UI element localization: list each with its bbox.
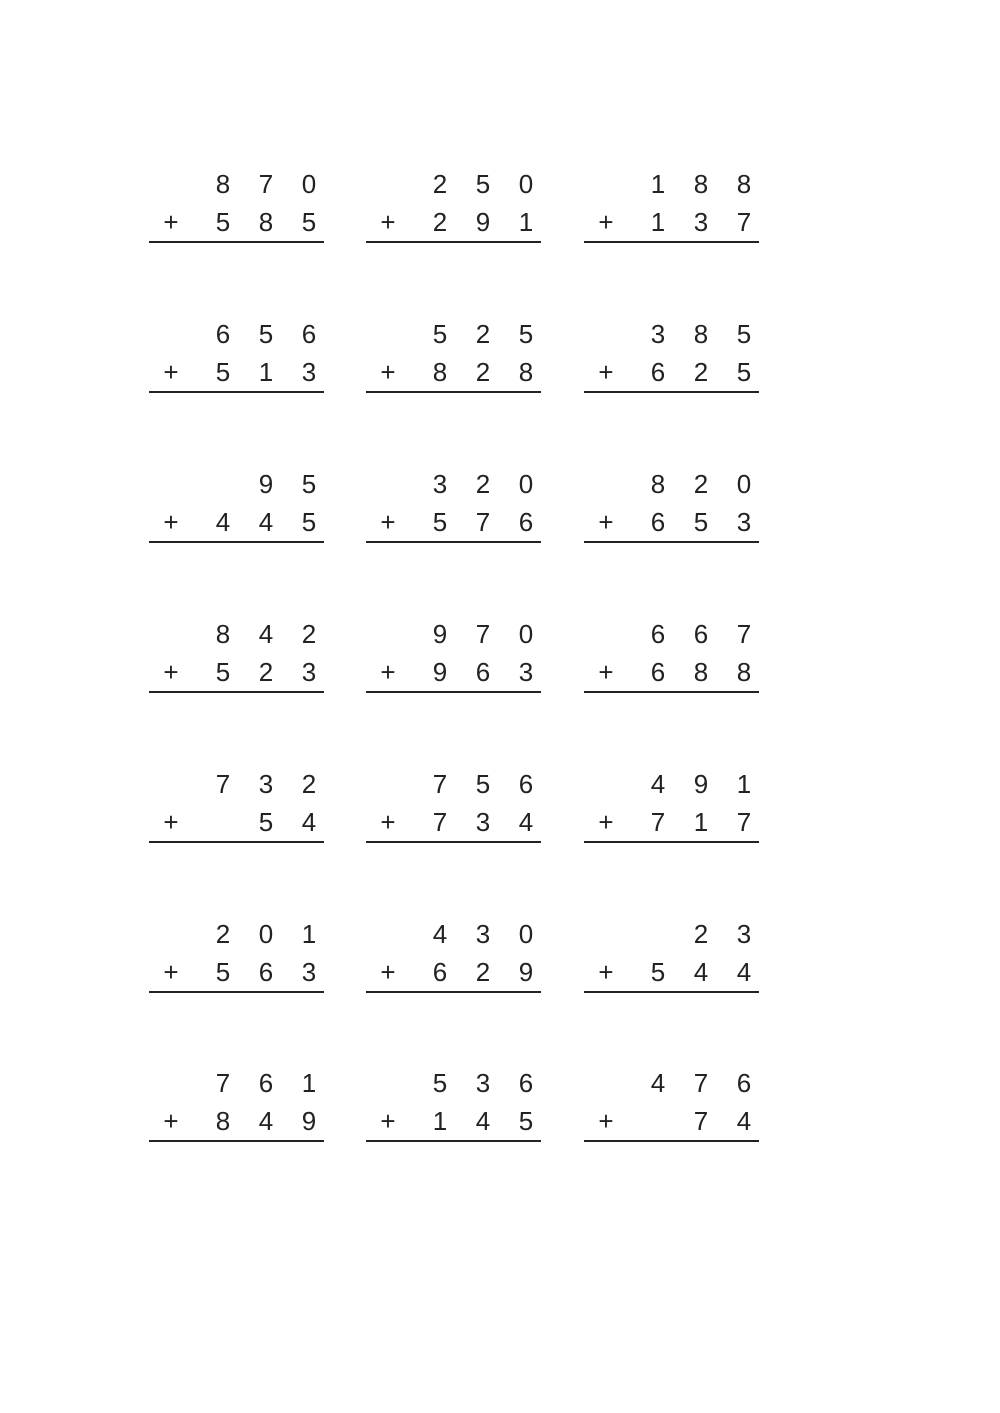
digit: 4 <box>736 957 752 987</box>
digit: 3 <box>518 657 534 687</box>
digit: 9 <box>693 769 709 799</box>
digit: 1 <box>650 207 666 237</box>
digit: 1 <box>432 1106 448 1136</box>
addend-bottom <box>366 505 541 539</box>
addend-bottom <box>584 955 759 989</box>
digit: 5 <box>475 169 491 199</box>
digit: 9 <box>432 657 448 687</box>
digit: 7 <box>215 1068 231 1098</box>
addend-top <box>366 167 541 201</box>
addition-problem <box>149 617 324 697</box>
digit: 5 <box>258 319 274 349</box>
digit: 2 <box>475 957 491 987</box>
addition-problem <box>149 917 324 997</box>
answer-line <box>149 841 324 843</box>
digit: 4 <box>432 919 448 949</box>
answer-line <box>366 541 541 543</box>
plus-sign: + <box>163 1106 179 1136</box>
digit: 9 <box>301 1106 317 1136</box>
answer-line <box>149 1140 324 1142</box>
addend-bottom <box>584 1104 759 1138</box>
digit: 1 <box>650 169 666 199</box>
addend-top <box>366 617 541 651</box>
digit: 3 <box>693 207 709 237</box>
addend-bottom <box>149 655 324 689</box>
digit: 5 <box>301 207 317 237</box>
addition-problem <box>584 1066 759 1146</box>
digit: 3 <box>736 919 752 949</box>
addition-problem <box>584 917 759 997</box>
addition-problem <box>366 767 541 847</box>
addend-bottom <box>584 655 759 689</box>
addition-problem <box>149 1066 324 1146</box>
digit: 7 <box>215 769 231 799</box>
digit: 3 <box>475 807 491 837</box>
addition-problem <box>366 317 541 397</box>
addend-top <box>584 917 759 951</box>
digit: 7 <box>736 207 752 237</box>
plus-sign: + <box>598 807 614 837</box>
addition-problem <box>149 467 324 547</box>
addition-problem <box>366 917 541 997</box>
digit: 4 <box>650 769 666 799</box>
addend-bottom <box>149 355 324 389</box>
digit: 1 <box>301 1068 317 1098</box>
digit: 3 <box>650 319 666 349</box>
digit: 3 <box>301 957 317 987</box>
digit: 5 <box>650 957 666 987</box>
digit: 1 <box>301 919 317 949</box>
addend-bottom <box>366 205 541 239</box>
addition-problem <box>584 317 759 397</box>
digit: 0 <box>736 469 752 499</box>
addend-bottom <box>366 955 541 989</box>
answer-line <box>366 391 541 393</box>
digit: 1 <box>518 207 534 237</box>
plus-sign: + <box>380 1106 396 1136</box>
digit: 4 <box>215 507 231 537</box>
answer-line <box>584 241 759 243</box>
digit: 8 <box>650 469 666 499</box>
answer-line <box>366 241 541 243</box>
digit: 3 <box>736 507 752 537</box>
digit: 8 <box>215 1106 231 1136</box>
addition-problem <box>366 1066 541 1146</box>
answer-line <box>366 691 541 693</box>
addend-bottom <box>584 205 759 239</box>
addend-bottom <box>366 655 541 689</box>
answer-line <box>149 541 324 543</box>
digit: 2 <box>475 469 491 499</box>
digit: 3 <box>475 1068 491 1098</box>
digit: 5 <box>301 507 317 537</box>
digit: 1 <box>693 807 709 837</box>
plus-sign: + <box>380 957 396 987</box>
digit: 7 <box>475 619 491 649</box>
plus-sign: + <box>163 957 179 987</box>
digit: 5 <box>215 657 231 687</box>
digit: 8 <box>693 657 709 687</box>
digit: 8 <box>432 357 448 387</box>
digit: 2 <box>693 357 709 387</box>
digit: 4 <box>518 807 534 837</box>
addend-bottom <box>584 505 759 539</box>
digit: 8 <box>215 619 231 649</box>
answer-line <box>584 391 759 393</box>
digit: 0 <box>518 919 534 949</box>
addend-top <box>584 1066 759 1100</box>
digit: 5 <box>432 319 448 349</box>
digit: 0 <box>518 469 534 499</box>
digit: 7 <box>693 1106 709 1136</box>
addend-bottom <box>149 205 324 239</box>
digit: 6 <box>650 507 666 537</box>
plus-sign: + <box>163 657 179 687</box>
digit: 5 <box>258 807 274 837</box>
digit: 2 <box>215 919 231 949</box>
digit: 4 <box>475 1106 491 1136</box>
digit: 3 <box>432 469 448 499</box>
addend-top <box>366 317 541 351</box>
digit: 5 <box>736 357 752 387</box>
digit: 0 <box>518 619 534 649</box>
addend-top <box>149 167 324 201</box>
digit: 1 <box>258 357 274 387</box>
digit: 2 <box>258 657 274 687</box>
digit: 5 <box>215 957 231 987</box>
digit: 5 <box>432 1068 448 1098</box>
plus-sign: + <box>163 807 179 837</box>
digit: 8 <box>736 169 752 199</box>
digit: 2 <box>693 469 709 499</box>
digit: 7 <box>432 769 448 799</box>
addend-bottom <box>366 805 541 839</box>
digit: 6 <box>258 1068 274 1098</box>
plus-sign: + <box>380 507 396 537</box>
answer-line <box>149 241 324 243</box>
digit: 8 <box>693 169 709 199</box>
addend-top <box>366 1066 541 1100</box>
digit: 4 <box>736 1106 752 1136</box>
digit: 3 <box>475 919 491 949</box>
digit: 9 <box>475 207 491 237</box>
digit: 7 <box>258 169 274 199</box>
answer-line <box>149 391 324 393</box>
addend-bottom <box>366 1104 541 1138</box>
answer-line <box>366 841 541 843</box>
digit: 7 <box>736 807 752 837</box>
addend-top <box>366 767 541 801</box>
addition-problem <box>149 317 324 397</box>
plus-sign: + <box>380 207 396 237</box>
digit: 5 <box>215 207 231 237</box>
addend-top <box>584 767 759 801</box>
digit: 7 <box>693 1068 709 1098</box>
plus-sign: + <box>598 357 614 387</box>
digit: 3 <box>258 769 274 799</box>
addend-top <box>149 1066 324 1100</box>
plus-sign: + <box>598 957 614 987</box>
digit: 7 <box>432 807 448 837</box>
digit: 0 <box>518 169 534 199</box>
digit: 6 <box>736 1068 752 1098</box>
answer-line <box>149 691 324 693</box>
digit: 8 <box>518 357 534 387</box>
addend-top <box>584 467 759 501</box>
digit: 1 <box>736 769 752 799</box>
answer-line <box>584 541 759 543</box>
answer-line <box>366 991 541 993</box>
digit: 2 <box>432 169 448 199</box>
digit: 6 <box>301 319 317 349</box>
addend-top <box>149 617 324 651</box>
digit: 8 <box>736 657 752 687</box>
digit: 5 <box>301 469 317 499</box>
answer-line <box>366 1140 541 1142</box>
answer-line <box>584 991 759 993</box>
digit: 9 <box>258 469 274 499</box>
digit: 5 <box>736 319 752 349</box>
digit: 9 <box>518 957 534 987</box>
answer-line <box>584 1140 759 1142</box>
plus-sign: + <box>598 1106 614 1136</box>
addend-bottom <box>584 355 759 389</box>
digit: 8 <box>215 169 231 199</box>
addend-top <box>149 467 324 501</box>
digit: 4 <box>258 1106 274 1136</box>
digit: 6 <box>518 507 534 537</box>
digit: 2 <box>301 619 317 649</box>
plus-sign: + <box>598 507 614 537</box>
addend-top <box>366 467 541 501</box>
plus-sign: + <box>163 207 179 237</box>
digit: 6 <box>518 769 534 799</box>
addition-problem <box>149 167 324 247</box>
digit: 2 <box>693 919 709 949</box>
digit: 5 <box>432 507 448 537</box>
digit: 2 <box>475 357 491 387</box>
digit: 6 <box>518 1068 534 1098</box>
digit: 0 <box>301 169 317 199</box>
digit: 8 <box>693 319 709 349</box>
plus-sign: + <box>163 357 179 387</box>
addend-bottom <box>149 955 324 989</box>
digit: 6 <box>215 319 231 349</box>
plus-sign: + <box>380 357 396 387</box>
digit: 4 <box>650 1068 666 1098</box>
addition-problem <box>366 617 541 697</box>
addend-bottom <box>149 1104 324 1138</box>
digit: 3 <box>301 357 317 387</box>
addition-problem <box>584 167 759 247</box>
addition-problem <box>584 617 759 697</box>
addition-problem <box>584 767 759 847</box>
plus-sign: + <box>380 657 396 687</box>
addend-top <box>149 767 324 801</box>
digit: 5 <box>518 319 534 349</box>
addend-bottom <box>149 805 324 839</box>
digit: 6 <box>432 957 448 987</box>
addend-top <box>149 917 324 951</box>
plus-sign: + <box>598 657 614 687</box>
digit: 4 <box>693 957 709 987</box>
digit: 7 <box>650 807 666 837</box>
digit: 6 <box>650 619 666 649</box>
digit: 5 <box>518 1106 534 1136</box>
digit: 2 <box>475 319 491 349</box>
addend-top <box>584 167 759 201</box>
digit: 6 <box>650 657 666 687</box>
digit: 5 <box>693 507 709 537</box>
digit: 6 <box>650 357 666 387</box>
digit: 6 <box>475 657 491 687</box>
digit: 8 <box>258 207 274 237</box>
plus-sign: + <box>380 807 396 837</box>
addend-top <box>584 317 759 351</box>
addend-top <box>584 617 759 651</box>
addend-top <box>366 917 541 951</box>
addition-problem <box>149 767 324 847</box>
addend-top <box>149 317 324 351</box>
digit: 6 <box>258 957 274 987</box>
addend-bottom <box>366 355 541 389</box>
digit: 0 <box>258 919 274 949</box>
digit: 9 <box>432 619 448 649</box>
digit: 2 <box>432 207 448 237</box>
digit: 7 <box>736 619 752 649</box>
plus-sign: + <box>163 507 179 537</box>
digit: 3 <box>301 657 317 687</box>
digit: 4 <box>301 807 317 837</box>
digit: 5 <box>475 769 491 799</box>
addend-bottom <box>584 805 759 839</box>
addition-problem <box>366 467 541 547</box>
digit: 4 <box>258 619 274 649</box>
addition-problem <box>366 167 541 247</box>
answer-line <box>584 841 759 843</box>
answer-line <box>149 991 324 993</box>
addend-bottom <box>149 505 324 539</box>
answer-line <box>584 691 759 693</box>
digit: 2 <box>301 769 317 799</box>
digit: 6 <box>693 619 709 649</box>
digit: 7 <box>475 507 491 537</box>
plus-sign: + <box>598 207 614 237</box>
digit: 4 <box>258 507 274 537</box>
digit: 5 <box>215 357 231 387</box>
addition-problem <box>584 467 759 547</box>
